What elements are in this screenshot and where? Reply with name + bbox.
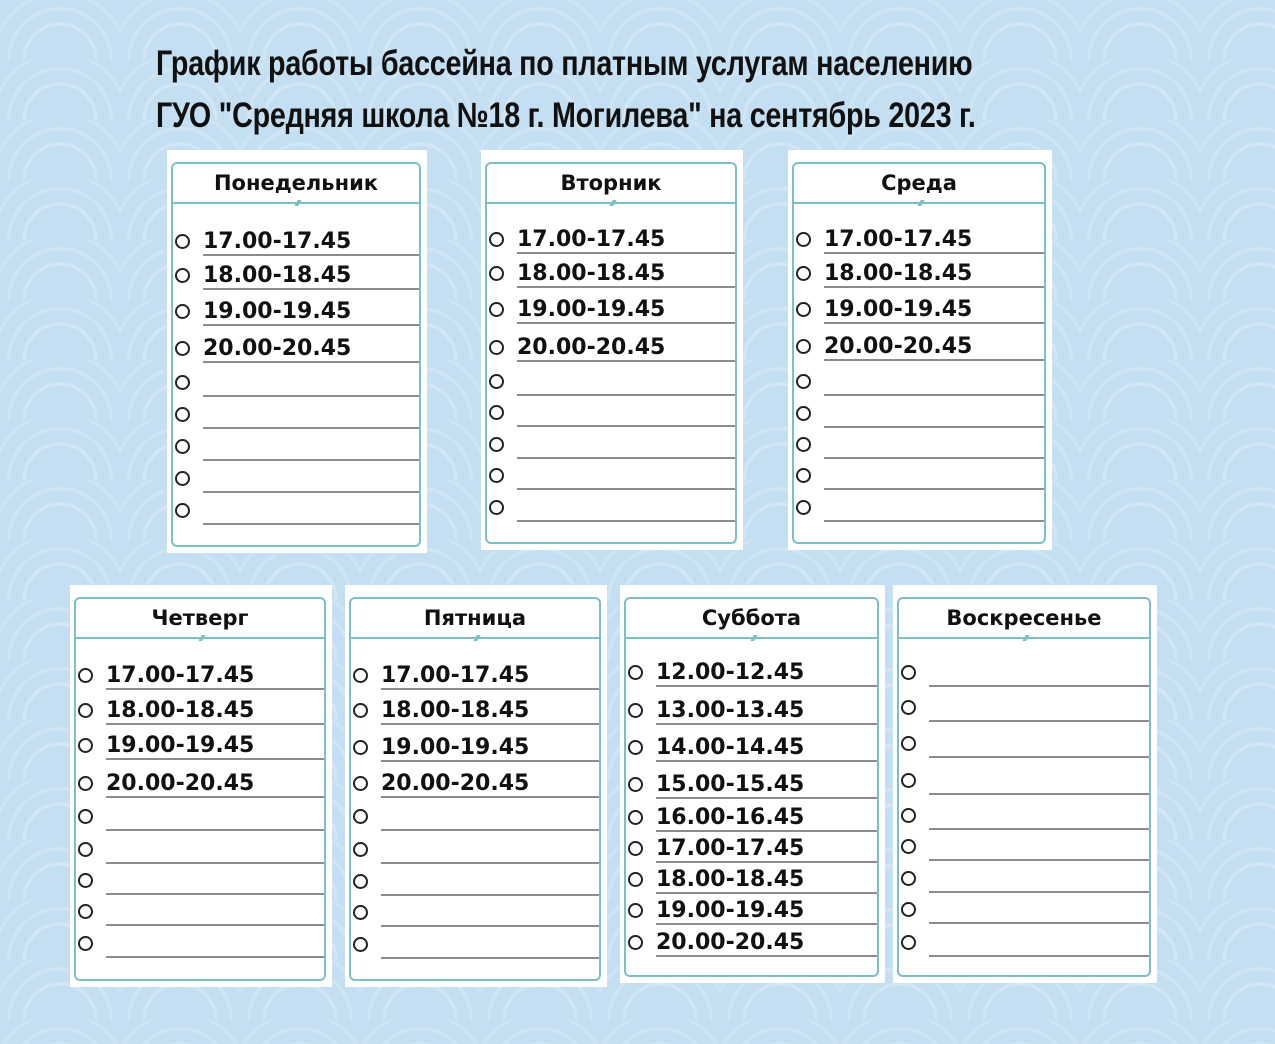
underline xyxy=(929,756,1149,758)
time-slot-text: 18.00-18.45 xyxy=(824,261,973,286)
radio-circle-icon[interactable] xyxy=(175,439,190,454)
radio-circle-icon[interactable] xyxy=(78,936,93,951)
time-slot-row[interactable] xyxy=(901,835,1149,861)
time-slot-row[interactable] xyxy=(796,433,1044,459)
time-slot-row[interactable] xyxy=(78,664,324,690)
underline xyxy=(381,925,599,927)
radio-circle-icon[interactable] xyxy=(628,740,643,755)
time-slot-row[interactable] xyxy=(796,298,1044,324)
radio-circle-icon[interactable] xyxy=(796,266,811,281)
time-slot-row[interactable] xyxy=(628,661,877,687)
header-tick-mark xyxy=(609,200,616,206)
underline xyxy=(929,891,1149,893)
time-slot-row[interactable] xyxy=(175,264,419,290)
page-title xyxy=(156,38,976,142)
day-name xyxy=(351,599,599,639)
time-slot-text: 20.00-20.45 xyxy=(203,336,352,361)
radio-circle-icon[interactable] xyxy=(901,902,916,917)
time-slot-row[interactable] xyxy=(901,867,1149,893)
radio-circle-icon[interactable] xyxy=(353,842,368,857)
time-slot-row[interactable] xyxy=(353,933,599,959)
radio-circle-icon[interactable] xyxy=(78,776,93,791)
radio-circle-icon[interactable] xyxy=(796,468,811,483)
time-slot-text: 20.00-20.45 xyxy=(824,334,973,359)
radio-circle-icon[interactable] xyxy=(628,703,643,718)
radio-circle-icon[interactable] xyxy=(628,841,643,856)
underline xyxy=(517,322,735,324)
day-card xyxy=(620,585,885,983)
underline xyxy=(517,286,735,288)
time-slot-row[interactable] xyxy=(489,298,735,324)
time-slot-row[interactable] xyxy=(489,401,735,427)
time-slot-row[interactable] xyxy=(175,467,419,493)
underline xyxy=(517,520,735,522)
time-slot-row[interactable] xyxy=(796,228,1044,254)
time-slot-row[interactable] xyxy=(901,769,1149,795)
header-tick-mark xyxy=(198,635,205,641)
day-name xyxy=(487,164,735,204)
time-slot-row[interactable] xyxy=(628,868,877,894)
day-name-label: Суббота xyxy=(701,606,802,630)
underline xyxy=(824,252,1044,254)
underline xyxy=(203,427,419,429)
day-name xyxy=(76,599,324,639)
underline xyxy=(929,955,1149,957)
radio-circle-icon[interactable] xyxy=(901,935,916,950)
time-slot-text: 20.00-20.45 xyxy=(517,335,666,360)
time-slot-row[interactable] xyxy=(901,696,1149,722)
time-slot-text: 19.00-19.45 xyxy=(824,297,973,322)
underline xyxy=(381,829,599,831)
radio-circle-icon[interactable] xyxy=(628,935,643,950)
time-slot-row[interactable] xyxy=(175,371,419,397)
time-slot-row[interactable] xyxy=(628,699,877,725)
day-card xyxy=(481,150,743,550)
day-card xyxy=(893,585,1157,983)
time-slot-row[interactable] xyxy=(175,337,419,363)
time-slot-row[interactable] xyxy=(796,402,1044,428)
day-name xyxy=(899,599,1149,639)
underline xyxy=(656,861,877,863)
radio-circle-icon[interactable] xyxy=(353,776,368,791)
day-card xyxy=(167,150,427,553)
radio-circle-icon[interactable] xyxy=(901,700,916,715)
day-name-label: Среда xyxy=(881,171,957,195)
underline xyxy=(203,395,419,397)
underline xyxy=(929,720,1149,722)
radio-circle-icon[interactable] xyxy=(353,809,368,824)
radio-circle-icon[interactable] xyxy=(353,703,368,718)
time-slot-row[interactable] xyxy=(628,931,877,957)
underline xyxy=(203,324,419,326)
time-slot-text: 17.00-17.45 xyxy=(824,227,973,252)
underline xyxy=(656,723,877,725)
underline xyxy=(929,793,1149,795)
underline xyxy=(656,830,877,832)
time-slot-row[interactable] xyxy=(796,335,1044,361)
radio-circle-icon[interactable] xyxy=(175,503,190,518)
day-card xyxy=(345,585,607,987)
time-slot-row[interactable] xyxy=(489,262,735,288)
time-slot-row[interactable] xyxy=(901,804,1149,830)
time-slot-row[interactable] xyxy=(78,734,324,760)
underline xyxy=(929,922,1149,924)
radio-circle-icon[interactable] xyxy=(489,374,504,389)
radio-circle-icon[interactable] xyxy=(175,341,190,356)
underline xyxy=(381,796,599,798)
underline xyxy=(517,488,735,490)
underline xyxy=(824,426,1044,428)
underline xyxy=(106,796,324,798)
time-slot-text: 17.00-17.45 xyxy=(517,227,666,252)
underline xyxy=(106,956,324,958)
time-slot-row[interactable] xyxy=(78,699,324,725)
radio-circle-icon[interactable] xyxy=(175,471,190,486)
radio-circle-icon[interactable] xyxy=(796,406,811,421)
underline xyxy=(824,457,1044,459)
underline xyxy=(824,286,1044,288)
time-slot-text: 18.00-18.45 xyxy=(381,698,530,723)
underline xyxy=(517,457,735,459)
underline xyxy=(203,288,419,290)
radio-circle-icon[interactable] xyxy=(489,232,504,247)
time-slot-text: 20.00-20.45 xyxy=(106,771,255,796)
time-slot-row[interactable] xyxy=(175,300,419,326)
underline xyxy=(381,894,599,896)
time-slot-text: 19.00-19.45 xyxy=(106,733,255,758)
underline xyxy=(203,361,419,363)
header-tick-mark xyxy=(1022,635,1029,641)
time-slot-row[interactable] xyxy=(175,230,419,256)
underline xyxy=(106,723,324,725)
underline xyxy=(381,862,599,864)
time-slot-text: 17.00-17.45 xyxy=(203,229,352,254)
underline xyxy=(203,523,419,525)
day-card xyxy=(70,585,332,987)
time-slot-row[interactable] xyxy=(353,772,599,798)
time-slot-row[interactable] xyxy=(175,499,419,525)
underline xyxy=(106,829,324,831)
time-slot-row[interactable] xyxy=(353,805,599,831)
radio-circle-icon[interactable] xyxy=(78,842,93,857)
time-slot-text: 15.00-15.45 xyxy=(656,772,805,797)
radio-circle-icon[interactable] xyxy=(489,302,504,317)
underline xyxy=(106,893,324,895)
time-slot-text: 16.00-16.45 xyxy=(656,805,805,830)
radio-circle-icon[interactable] xyxy=(901,839,916,854)
underline xyxy=(929,859,1149,861)
radio-circle-icon[interactable] xyxy=(901,871,916,886)
time-slot-row[interactable] xyxy=(628,806,877,832)
radio-circle-icon[interactable] xyxy=(796,302,811,317)
time-slot-text: 17.00-17.45 xyxy=(381,663,530,688)
time-slot-row[interactable] xyxy=(353,838,599,864)
underline xyxy=(517,252,735,254)
time-slot-text: 18.00-18.45 xyxy=(656,867,805,892)
time-slot-row[interactable] xyxy=(628,736,877,762)
time-slot-row[interactable] xyxy=(489,370,735,396)
time-slot-text: 18.00-18.45 xyxy=(203,263,352,288)
header-tick-mark xyxy=(750,635,757,641)
day-name xyxy=(173,164,419,204)
underline xyxy=(106,758,324,760)
radio-circle-icon[interactable] xyxy=(353,905,368,920)
underline xyxy=(824,520,1044,522)
day-name-label: Понедельник xyxy=(213,171,379,195)
title-line-2: ГУО "Средняя школа №18 г. Могилева" на сентябрь 2023 г. xyxy=(156,96,976,135)
underline xyxy=(106,688,324,690)
underline xyxy=(656,955,877,957)
underline xyxy=(929,685,1149,687)
radio-circle-icon[interactable] xyxy=(489,468,504,483)
time-slot-row[interactable] xyxy=(175,403,419,429)
underline xyxy=(381,760,599,762)
time-slot-row[interactable] xyxy=(353,664,599,690)
time-slot-text: 19.00-19.45 xyxy=(656,898,805,923)
radio-circle-icon[interactable] xyxy=(78,703,93,718)
time-slot-row[interactable] xyxy=(489,228,735,254)
radio-circle-icon[interactable] xyxy=(796,339,811,354)
underline xyxy=(517,360,735,362)
radio-circle-icon[interactable] xyxy=(175,304,190,319)
header-tick-mark xyxy=(294,200,301,206)
radio-circle-icon[interactable] xyxy=(353,937,368,952)
time-slot-row[interactable] xyxy=(628,899,877,925)
radio-circle-icon[interactable] xyxy=(628,777,643,792)
time-slot-row[interactable] xyxy=(353,901,599,927)
radio-circle-icon[interactable] xyxy=(489,405,504,420)
radio-circle-icon[interactable] xyxy=(78,668,93,683)
radio-circle-icon[interactable] xyxy=(796,232,811,247)
time-slot-row[interactable] xyxy=(175,435,419,461)
underline xyxy=(203,491,419,493)
time-slot-row[interactable] xyxy=(628,773,877,799)
underline xyxy=(656,797,877,799)
radio-circle-icon[interactable] xyxy=(901,773,916,788)
radio-circle-icon[interactable] xyxy=(489,500,504,515)
header-tick-mark xyxy=(917,200,924,206)
underline xyxy=(824,394,1044,396)
time-slot-text: 19.00-19.45 xyxy=(203,299,352,324)
day-name-label: Вторник xyxy=(560,171,662,195)
day-name-label: Четверг xyxy=(151,606,249,630)
time-slot-text: 18.00-18.45 xyxy=(106,698,255,723)
radio-circle-icon[interactable] xyxy=(901,665,916,680)
underline xyxy=(381,723,599,725)
time-slot-row[interactable] xyxy=(353,736,599,762)
time-slot-row[interactable] xyxy=(78,838,324,864)
underline xyxy=(203,254,419,256)
underline xyxy=(656,685,877,687)
underline xyxy=(656,892,877,894)
day-name xyxy=(794,164,1044,204)
day-name xyxy=(626,599,877,639)
time-slot-row[interactable] xyxy=(78,772,324,798)
underline xyxy=(203,459,419,461)
underline xyxy=(824,322,1044,324)
underline xyxy=(824,488,1044,490)
time-slot-text: 19.00-19.45 xyxy=(517,297,666,322)
time-slot-row[interactable] xyxy=(78,900,324,926)
header-tick-mark xyxy=(473,635,480,641)
underline xyxy=(106,862,324,864)
time-slot-row[interactable] xyxy=(901,931,1149,957)
radio-circle-icon[interactable] xyxy=(175,268,190,283)
time-slot-text: 17.00-17.45 xyxy=(656,836,805,861)
radio-circle-icon[interactable] xyxy=(78,738,93,753)
radio-circle-icon[interactable] xyxy=(628,903,643,918)
time-slot-row[interactable] xyxy=(489,496,735,522)
day-name-label: Воскресенье xyxy=(946,606,1102,630)
underline xyxy=(381,957,599,959)
time-slot-row[interactable] xyxy=(78,869,324,895)
radio-circle-icon[interactable] xyxy=(796,374,811,389)
title-line-1: График работы бассейна по платным услугам населению xyxy=(156,44,973,83)
underline xyxy=(517,425,735,427)
radio-circle-icon[interactable] xyxy=(901,736,916,751)
time-slot-row[interactable] xyxy=(796,262,1044,288)
time-slot-row[interactable] xyxy=(489,464,735,490)
radio-circle-icon[interactable] xyxy=(628,810,643,825)
time-slot-text: 20.00-20.45 xyxy=(381,771,530,796)
time-slot-row[interactable] xyxy=(796,464,1044,490)
radio-circle-icon[interactable] xyxy=(175,375,190,390)
radio-circle-icon[interactable] xyxy=(489,340,504,355)
time-slot-text: 18.00-18.45 xyxy=(517,261,666,286)
radio-circle-icon[interactable] xyxy=(78,904,93,919)
radio-circle-icon[interactable] xyxy=(78,809,93,824)
underline xyxy=(656,923,877,925)
time-slot-row[interactable] xyxy=(489,433,735,459)
time-slot-row[interactable] xyxy=(901,898,1149,924)
time-slot-text: 19.00-19.45 xyxy=(381,735,530,760)
radio-circle-icon[interactable] xyxy=(175,407,190,422)
time-slot-row[interactable] xyxy=(353,699,599,725)
radio-circle-icon[interactable] xyxy=(489,437,504,452)
radio-circle-icon[interactable] xyxy=(489,266,504,281)
time-slot-row[interactable] xyxy=(796,370,1044,396)
underline xyxy=(106,924,324,926)
time-slot-row[interactable] xyxy=(353,870,599,896)
radio-circle-icon[interactable] xyxy=(796,500,811,515)
time-slot-row[interactable] xyxy=(901,732,1149,758)
day-card xyxy=(788,150,1052,550)
radio-circle-icon[interactable] xyxy=(78,873,93,888)
radio-circle-icon[interactable] xyxy=(353,668,368,683)
time-slot-row[interactable] xyxy=(628,837,877,863)
underline xyxy=(656,760,877,762)
time-slot-text: 12.00-12.45 xyxy=(656,660,805,685)
radio-circle-icon[interactable] xyxy=(796,437,811,452)
time-slot-text: 13.00-13.45 xyxy=(656,698,805,723)
time-slot-text: 20.00-20.45 xyxy=(656,930,805,955)
time-slot-row[interactable] xyxy=(78,805,324,831)
time-slot-row[interactable] xyxy=(796,496,1044,522)
time-slot-row[interactable] xyxy=(78,932,324,958)
radio-circle-icon[interactable] xyxy=(175,234,190,249)
time-slot-row[interactable] xyxy=(489,336,735,362)
underline xyxy=(929,828,1149,830)
time-slot-row[interactable] xyxy=(901,661,1149,687)
radio-circle-icon[interactable] xyxy=(353,874,368,889)
radio-circle-icon[interactable] xyxy=(628,872,643,887)
radio-circle-icon[interactable] xyxy=(628,665,643,680)
underline xyxy=(824,359,1044,361)
underline xyxy=(381,688,599,690)
day-name-label: Пятница xyxy=(423,606,527,630)
underline xyxy=(517,394,735,396)
time-slot-text: 14.00-14.45 xyxy=(656,735,805,760)
radio-circle-icon[interactable] xyxy=(901,808,916,823)
time-slot-text: 17.00-17.45 xyxy=(106,663,255,688)
radio-circle-icon[interactable] xyxy=(353,740,368,755)
